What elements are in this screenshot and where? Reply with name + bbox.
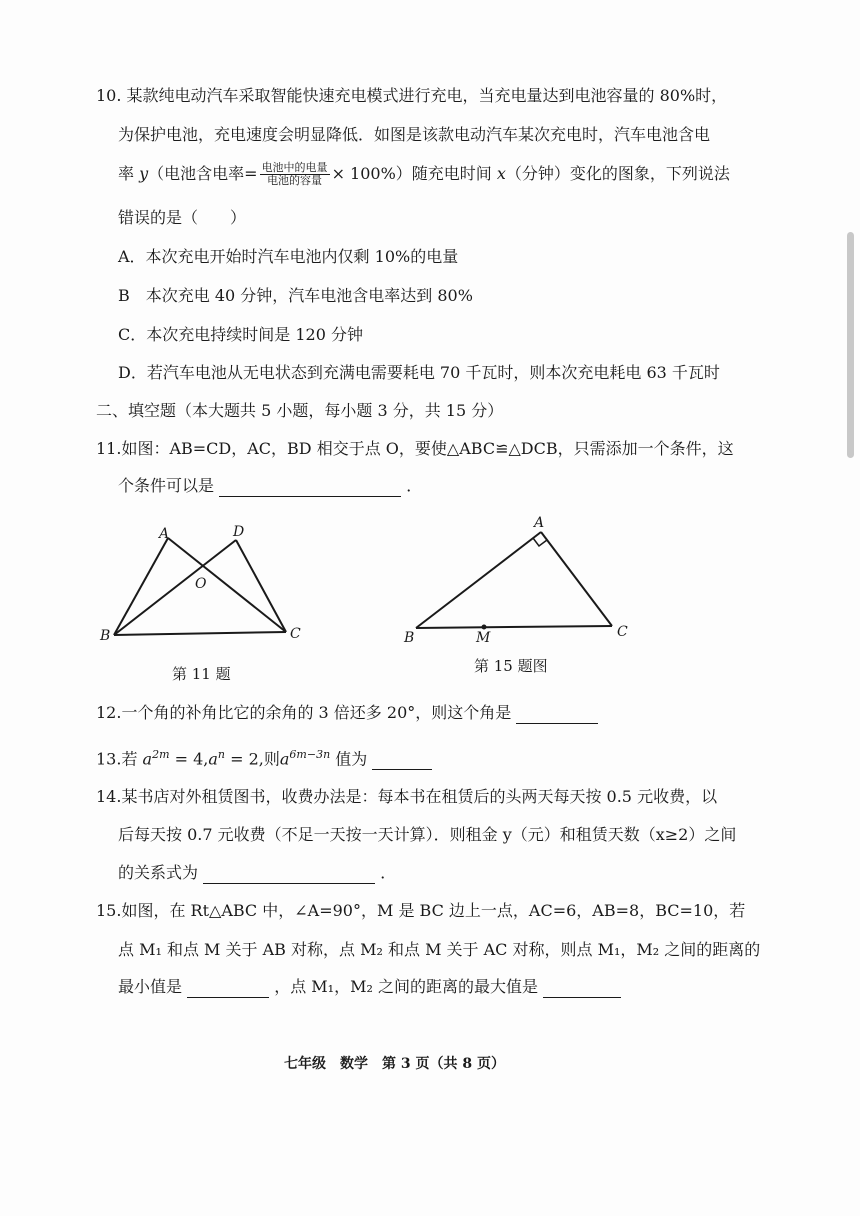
fig15-label-m: M bbox=[476, 630, 491, 642]
page-footer: 七年级 数学 第 3 页（共 8 页） bbox=[284, 1056, 505, 1072]
q10-line4: 错误的是（ ） bbox=[118, 208, 247, 227]
q10-option-c: C．本次充电持续时间是 120 分钟 bbox=[118, 325, 363, 344]
answer-blank-max bbox=[543, 979, 621, 998]
q10-line3: 率 y（电池含电率= $\frac{\text{电池中的电量}}{\text{电池的容量}}$ × 100%）随充电时间 x（分钟）变化的图象，下列说法 bbox=[118, 161, 730, 187]
figure-11-caption: 第 11 题 bbox=[172, 665, 231, 683]
q14-line2: 后每天按 0.7 元收费（不足一天按一天计算）．则租金 y（元）和租赁天数（x≥2）之间 bbox=[118, 825, 737, 844]
q11-line1: 11.如图：AB=CD，AC，BD 相交于点 O，要使△ABC≌△DCB，只需添加一个条件，这 bbox=[96, 439, 734, 458]
q13-line: 13.若 $a^{2m} = 4,a^n = 2$,则$a^{6m-3n}$ 值为 bbox=[96, 744, 432, 770]
q10-option-a: A．本次充电开始时汽车电池内仅剩 10%的电量 bbox=[118, 247, 459, 266]
answer-blank bbox=[372, 751, 432, 770]
q15-line2: 点 M₁ 和点 M 关于 AB 对称，点 M₂ 和点 M 关于 AC 对称，则点 M₁，M₂ 之间的距离的 bbox=[118, 940, 761, 959]
vertical-scrollbar[interactable] bbox=[847, 232, 854, 458]
q12-line: 12.一个角的补角比它的余角的 3 倍还多 20°，则这个角是 bbox=[96, 702, 598, 724]
answer-blank bbox=[516, 705, 598, 724]
q15-line3: 最小值是 ，点 M₁，M₂ 之间的距离的最大值是 bbox=[118, 976, 621, 998]
charge-rate-fraction: $\frac{\text{电池中的电量}}{\text{电池的容量}}$ bbox=[261, 161, 328, 187]
fig11-label-a: A bbox=[159, 526, 170, 542]
answer-blank bbox=[219, 478, 401, 497]
q14-line3: 的关系式为 ． bbox=[118, 863, 397, 882]
figure-15-caption: 第 15 题图 bbox=[474, 657, 548, 675]
q10-line1: 10. 某款纯电动汽车采取智能快速充电模式进行充电，当充电量达到电池容量的 80%时， bbox=[96, 86, 728, 105]
figure-11-diagram bbox=[96, 522, 316, 652]
q15-line1: 15.如图，在 Rt△ABC 中，∠A=90°，M 是 BC 边上一点，AC=6，AB=8，BC=10，若 bbox=[96, 901, 746, 920]
answer-blank-min bbox=[187, 979, 269, 998]
fig11-label-b: B bbox=[100, 628, 111, 644]
fig11-label-c: C bbox=[290, 626, 301, 642]
q14-line1: 14.某书店对外租赁图书，收费办法是：每本书在租赁后的头两天每天按 0.5 元收费，以 bbox=[96, 787, 718, 806]
figure-15-diagram bbox=[398, 512, 638, 642]
fig11-label-d: D bbox=[233, 524, 245, 540]
q11-line2: 个条件可以是 ． bbox=[118, 476, 423, 495]
section-heading: 二、填空题（本大题共 5 小题，每小题 3 分，共 15 分） bbox=[96, 401, 504, 420]
fig15-label-b: B bbox=[404, 630, 415, 642]
fig15-label-c: C bbox=[617, 624, 628, 640]
q10-line2: 为保护电池，充电速度会明显降低．如图是该款电动汽车某次充电时，汽车电池含电 bbox=[118, 125, 711, 144]
answer-blank bbox=[203, 865, 375, 884]
q10-option-b: B 本次充电 40 分钟，汽车电池含电率达到 80% bbox=[118, 286, 473, 305]
fig11-label-o: O bbox=[195, 576, 207, 592]
fig15-label-a: A bbox=[534, 515, 545, 531]
q10-option-d: D．若汽车电池从无电状态到充满电需要耗电 70 千瓦时，则本次充电耗电 63 千瓦时 bbox=[118, 363, 720, 382]
